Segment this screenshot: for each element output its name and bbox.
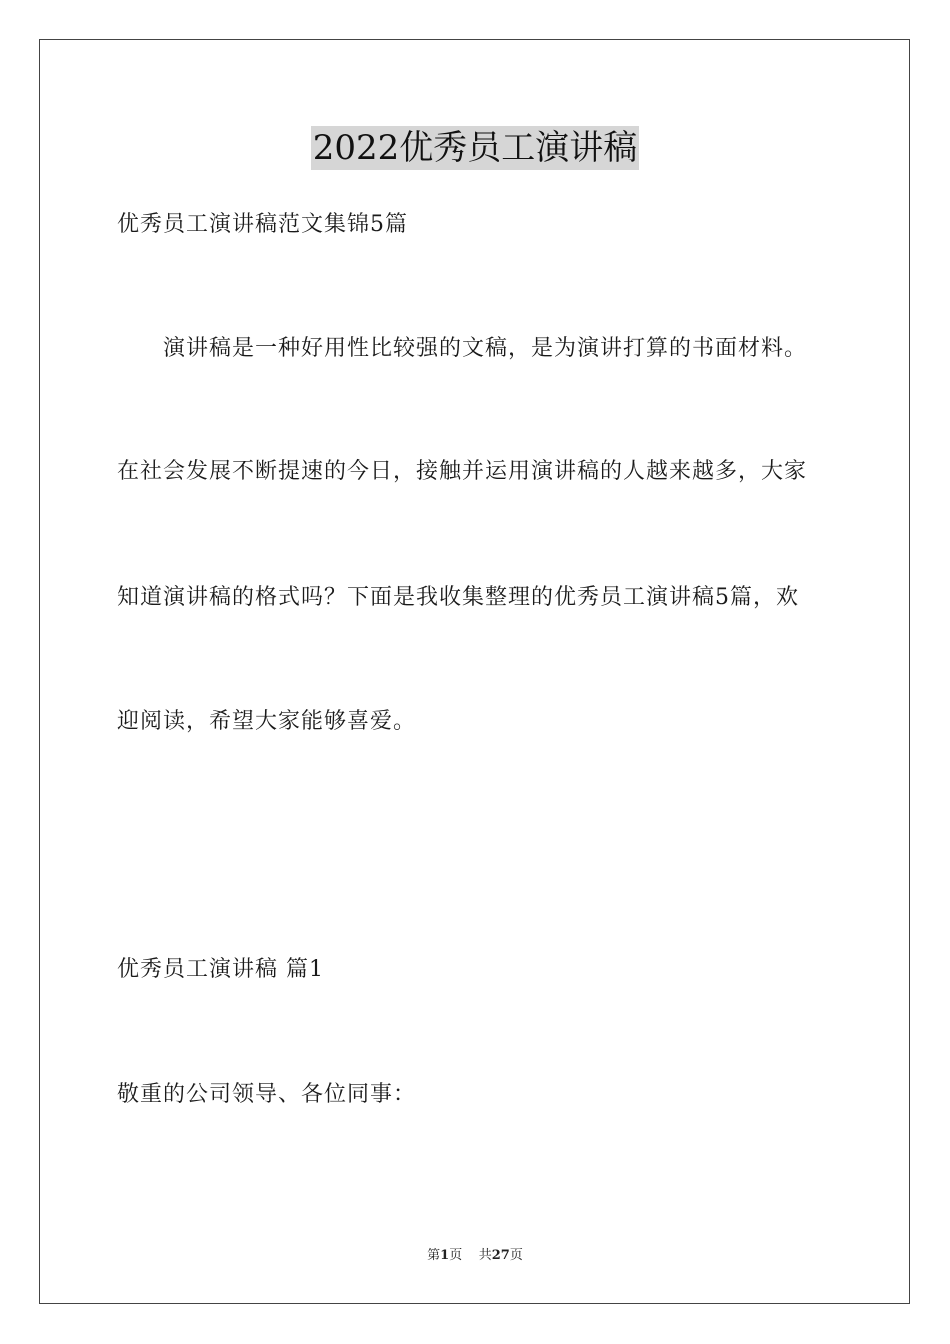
intro-line-3: 知道演讲稿的格式吗？下面是我收集整理的优秀员工演讲稿5篇，欢 bbox=[117, 585, 799, 610]
total-pages: 27 bbox=[491, 1248, 510, 1263]
intro-line-1: 演讲稿是一种好用性比较强的文稿，是为演讲打算的书面材料。 bbox=[163, 336, 808, 361]
intro-line-2: 在社会发展不断提速的今日，接触并运用演讲稿的人越来越多，大家 bbox=[117, 459, 808, 484]
page-prefix: 第 bbox=[427, 1248, 441, 1263]
salutation: 敬重的公司领导、各位同事： bbox=[117, 1082, 417, 1107]
document-title: 2022优秀员工演讲稿 bbox=[312, 128, 638, 168]
document-subtitle: 优秀员工演讲稿范文集锦5篇 bbox=[117, 212, 408, 237]
page-suffix: 页 bbox=[449, 1248, 463, 1263]
total-suffix: 页 bbox=[509, 1248, 523, 1263]
title-container bbox=[0, 126, 950, 170]
total-prefix: 共 bbox=[478, 1248, 492, 1263]
intro-line-4: 迎阅读，希望大家能够喜爱。 bbox=[117, 709, 417, 734]
section-heading: 优秀员工演讲稿 篇1 bbox=[117, 957, 324, 982]
page-number: 1 bbox=[440, 1248, 450, 1263]
page-footer bbox=[0, 1247, 950, 1265]
